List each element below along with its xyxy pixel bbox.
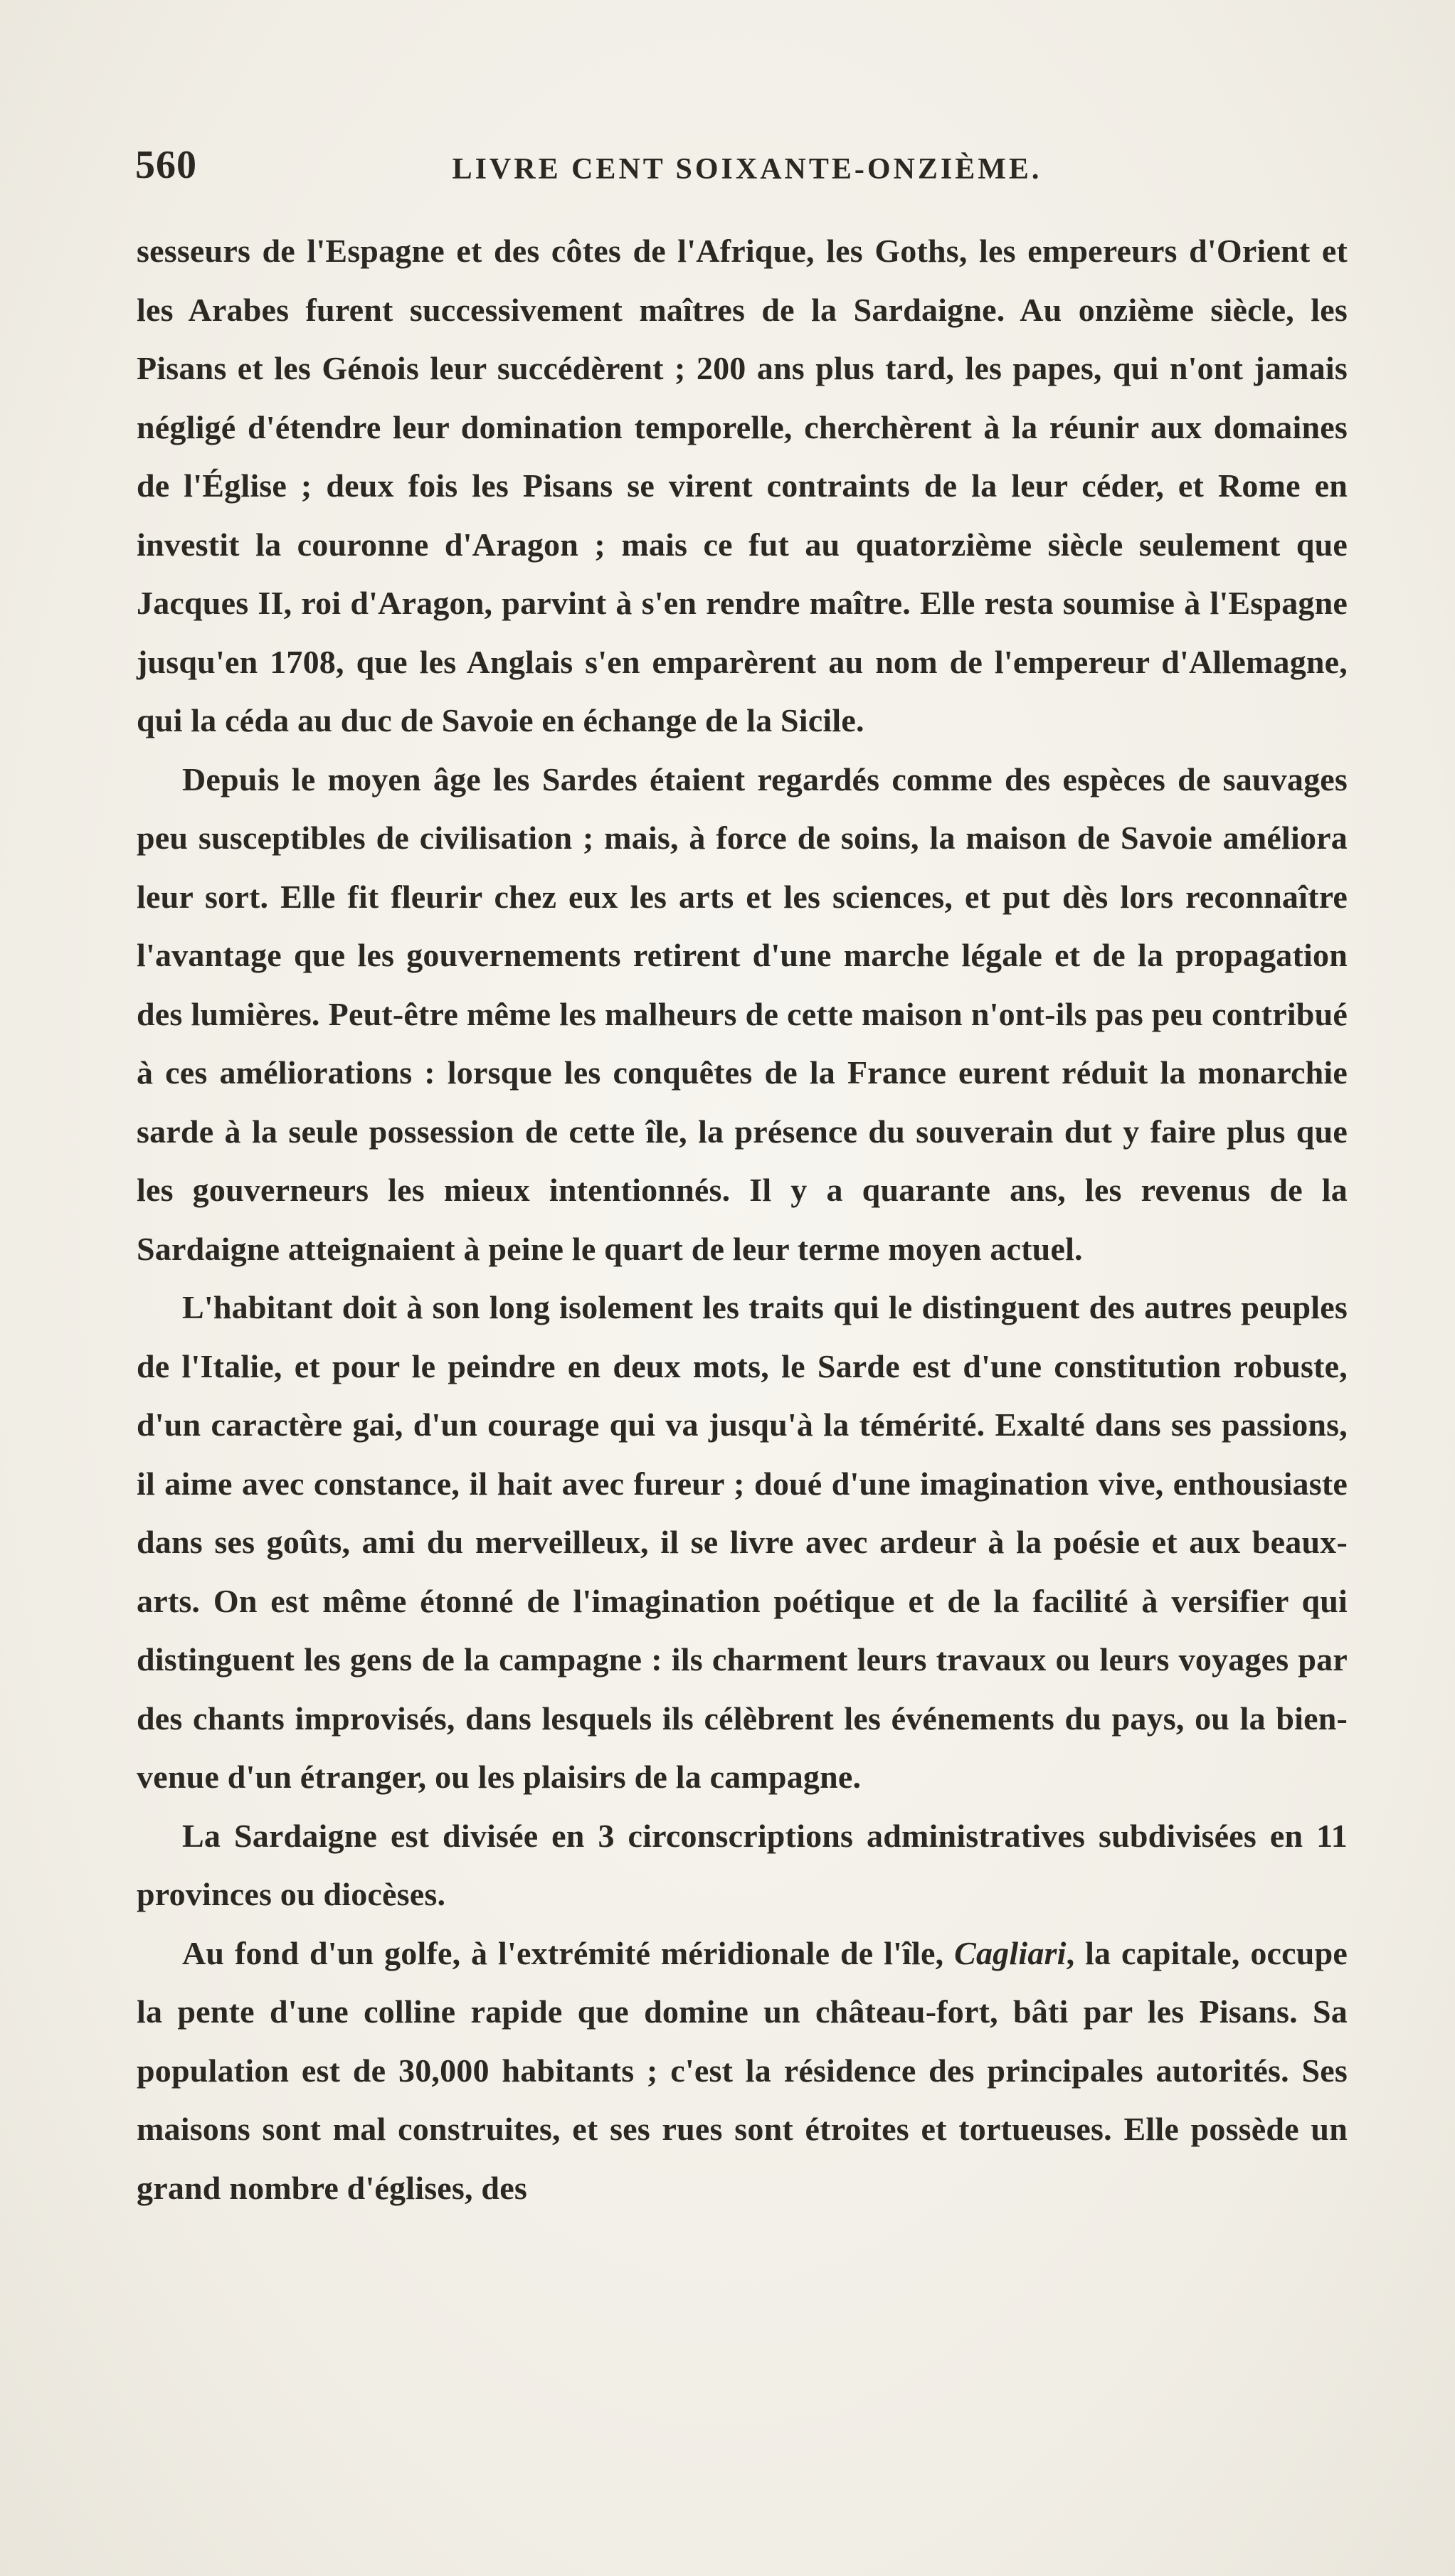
body-text (137, 222, 1348, 2217)
running-title: LIVRE CENT SOIXANTE-ONZIÈME. (452, 153, 1042, 186)
cagliari-text-before: Au fond d'un golfe, à l'extrémité méridionale de l'île, (182, 1934, 955, 1971)
cagliari-text-after: , la capitale, occupe la pente d'une colline rapide que domine un château-fort, bâti par les Pisans. Sa population est de 30,000 habitants ; c'est la résidence des principales autorités. Ses maisons sont mal construites, et ses rues sont étroites et tortueuses. Elle possède un grand nombre d'églises, des (137, 1934, 1348, 2206)
paragraph-history: sesseurs de l'Espagne et des côtes de l'Afrique, les Goths, les empereurs d'Orient et les Arabes furent successivement maîtres de la Sardaigne. Au onzième siècle, les Pisans et les Génois leur succédèrent ; 200 ans plus tard, les papes, qui n'ont jamais négligé d'étendre leur domination temporelle, cherchèrent à la réunir aux domaines de l'Église ; deux fois les Pisans se virent contraints de la leur céder, et Rome en investit la couronne d'Aragon ; mais ce fut au quatorzième siècle seulement que Jacques II, roi d'Aragon, parvint à s'en rendre maître. Elle resta soumise à l'Espagne jusqu'en 1708, que les Anglais s'en emparèrent au nom de l'empereur d'Allemagne, qui la céda au duc de Savoie en échange de la Sicile. (137, 233, 1348, 738)
page-header (135, 142, 1359, 192)
paragraph-division: La Sardaigne est divisée en 3 circonscriptions administratives subdivisées en 11 provinces ou diocèses. (137, 1817, 1348, 1912)
paragraph-civilisation: Depuis le moyen âge les Sardes étaient regardés comme des espèces de sauvages peu susceptibles de civilisation ; mais, à force de soins, la maison de Savoie améliora leur sort. Elle fit fleurir chez eux les arts et les sciences, et put dès lors reconnaître l'avantage que les gouvernements retirent d'une marche légale et de la propagation des lumières. Peut-être même les malheurs de cette maison n'ont-ils pas peu contribué à ces améliorations : lorsque les conquêtes de la France eurent réduit la monarchie sarde à la seule possession de cette île, la présence du souverain dut y faire plus que les gouverneurs les mieux intentionnés. Il y a quarante ans, les revenus de la Sardaigne atteignaient à peine le quart de leur terme moyen actuel. (137, 760, 1348, 1267)
cagliari-place-name: Cagliari (954, 1934, 1067, 1971)
page-number: 560 (135, 143, 197, 187)
paragraph-inhabitants: L'habitant doit à son long isolement les traits qui le distinguent des autres peuples de l'Italie, et pour le peindre en deux mots, le Sarde est d'une constitution robuste, d'un caractère gai, d'un courage qui va jusqu'à la témérité. Exalté dans ses passions, il aime avec constance, il hait avec fureur ; doué d'une imagination vive, enthousiaste dans ses goûts, ami du merveilleux, il se livre avec ardeur à la poésie et aux beaux-arts. On est même étonné de l'imagination poétique et de la facilité à versifier qui distinguent les gens de la campagne : ils charment leurs travaux ou leurs voyages par des chants improvisés, dans lesquels ils célèbrent les événements du pays, ou la bien-venue d'un étranger, ou les plaisirs de la campagne. (137, 1289, 1348, 1795)
paragraph-cagliari (137, 1924, 1348, 2218)
